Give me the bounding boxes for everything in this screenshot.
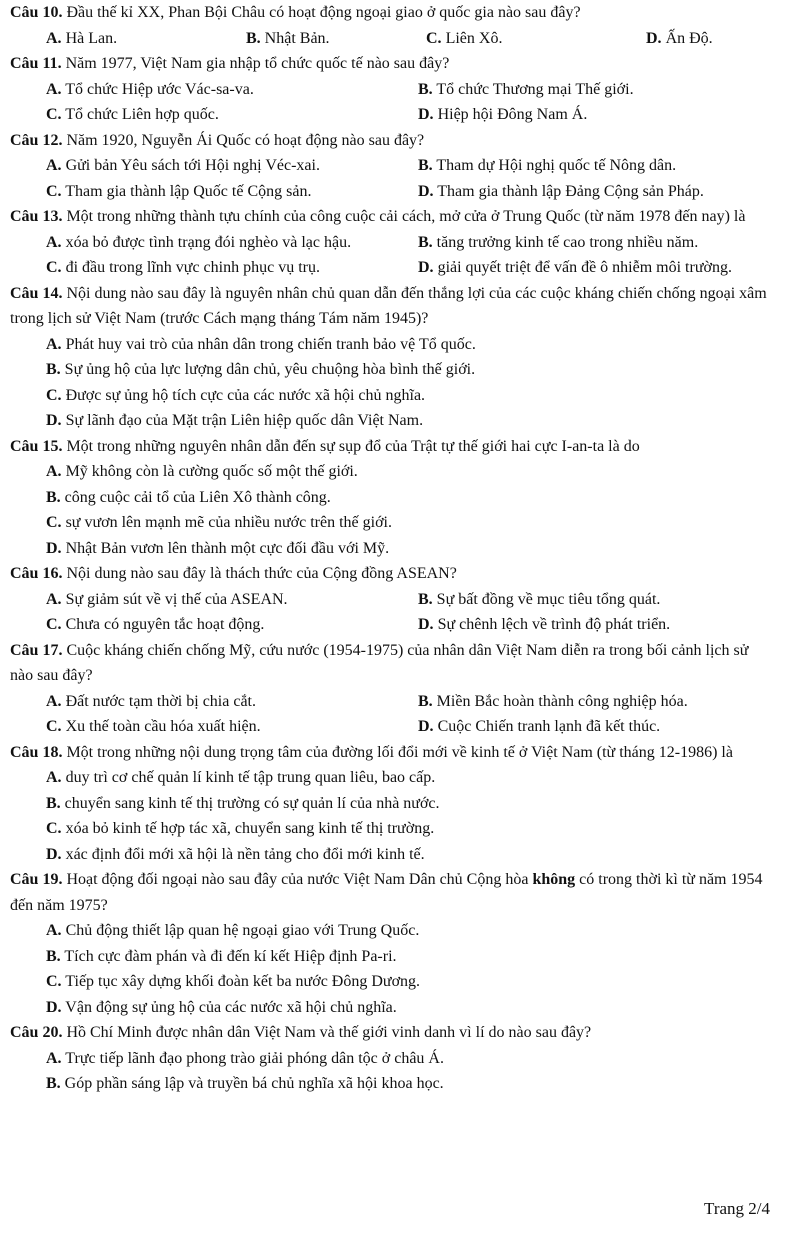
option-d: D. Nhật Bản vươn lên thành một cực đối đầu với Mỹ. [46, 539, 390, 557]
question-10 [0, 0, 786, 51]
option-c: C. Tiếp tục xây dựng khối đoàn kết ba nước Đông Dương. [46, 973, 421, 990]
question-16 [0, 561, 786, 638]
option-a: A. Chủ động thiết lập quan hệ ngoại giao với Trung Quốc. [46, 922, 420, 939]
option-b: B. Sự bất đồng về mục tiêu tổng quát. [418, 590, 661, 608]
option-d: D. Ấn Độ. [646, 29, 713, 47]
option-b: B. chuyển sang kinh tế thị trường có sự quản lí của nhà nước. [46, 794, 440, 812]
options [10, 587, 768, 638]
option-c: C. Liên Xô. [426, 29, 503, 47]
question-number: Câu 14. [10, 284, 63, 302]
option-d: D. Sự chênh lệch về trình độ phát triển. [418, 616, 671, 633]
option-b: B. Tích cực đàm phán và đi đến kí kết Hiệp định Pa-ri. [46, 947, 397, 965]
option-a: A. Tổ chức Hiệp ước Vác-sa-va. [46, 80, 254, 98]
option-b: B. tăng trưởng kinh tế cao trong nhiều năm. [418, 233, 699, 251]
option-d: D. Cuộc Chiến tranh lạnh đã kết thúc. [418, 718, 661, 735]
question-number: Câu 16. [10, 565, 63, 582]
question-number: Câu 19. [10, 871, 63, 888]
option-b: B. Tham dự Hội nghị quốc tế Nông dân. [418, 157, 677, 174]
option-b: B. Góp phần sáng lập và truyền bá chủ nghĩa xã hội khoa học. [46, 1075, 444, 1092]
question-number: Câu 15. [10, 437, 63, 455]
question-stem [10, 434, 768, 460]
question-text: Năm 1977, Việt Nam gia nhập tổ chức quốc tế nào sau đây? [65, 55, 450, 72]
option-a: A. Hà Lan. [46, 29, 118, 47]
option-d: D. Vận động sự ủng hộ của các nước xã hội chủ nghĩa. [46, 998, 397, 1016]
options [10, 77, 768, 128]
option-a: A. Trực tiếp lãnh đạo phong trào giải phóng dân tộc ở châu Á. [46, 1049, 444, 1067]
option-d: D. Tham gia thành lập Đảng Cộng sản Pháp. [418, 182, 704, 200]
question-17 [0, 638, 786, 740]
option-c: C. Tham gia thành lập Quốc tế Cộng sản. [46, 182, 312, 200]
option-a: A. Gửi bản Yêu sách tới Hội nghị Véc-xai. [46, 157, 320, 174]
option-c: C. sự vươn lên mạnh mẽ của nhiều nước trên thế giới. [46, 514, 392, 531]
question-stem [10, 867, 768, 918]
question-number: Câu 18. [10, 743, 63, 761]
question-text: Một trong những nguyên nhân dẫn đến sự sụp đổ của Trật tự thế giới hai cực I-an-ta là do [66, 437, 640, 455]
question-stem [10, 740, 768, 766]
option-a: A. duy trì cơ chế quản lí kinh tế tập trung quan liêu, bao cấp. [46, 769, 436, 786]
question-number: Câu 13. [10, 208, 63, 225]
option-c: C. xóa bỏ kinh tế hợp tác xã, chuyển sang kinh tế thị trường. [46, 820, 435, 837]
question-13 [0, 204, 786, 281]
option-c: C. Xu thế toàn cầu hóa xuất hiện. [46, 718, 261, 735]
option-a: A. Phát huy vai trò của nhân dân trong chiến tranh bảo vệ Tổ quốc. [46, 335, 476, 353]
question-text-cont: có trong thời kì từ năm 1954 đến năm 1975? [10, 871, 763, 914]
option-c: C. Tổ chức Liên hợp quốc. [46, 106, 219, 123]
question-number: Câu 20. [10, 1024, 63, 1041]
question-stem [10, 204, 768, 230]
question-text: Hồ Chí Minh được nhân dân Việt Nam và thế giới vinh danh vì lí do nào sau đây? [66, 1024, 592, 1041]
question-19 [0, 867, 786, 1020]
option-d: D. Hiệp hội Đông Nam Á. [418, 106, 588, 123]
option-a: A. xóa bỏ được tình trạng đói nghèo và lạc hậu. [46, 233, 352, 251]
option-c: C. Được sự ủng hộ tích cực của các nước xã hội chủ nghĩa. [46, 386, 426, 404]
question-text: Một trong những thành tựu chính của công cuộc cải cách, mở cửa ở Trung Quốc (từ năm 1978 đến nay) là [66, 208, 746, 225]
question-number: Câu 10. [10, 4, 63, 21]
question-stem [10, 1020, 768, 1046]
option-c: C. Chưa có nguyên tắc hoạt động. [46, 616, 265, 633]
options [10, 26, 768, 52]
question-stem [10, 281, 768, 332]
option-b: B. Sự ủng hộ của lực lượng dân chủ, yêu chuộng hòa bình thế giới. [46, 361, 476, 378]
page-number: Trang 2/4 [704, 1199, 770, 1218]
question-18 [0, 740, 786, 868]
question-stem [10, 0, 768, 26]
question-text: Đầu thế kỉ XX, Phan Bội Châu có hoạt động ngoại giao ở quốc gia nào sau đây? [66, 4, 581, 21]
option-b: B. công cuộc cải tổ của Liên Xô thành công. [46, 488, 331, 506]
option-d: D. giải quyết triệt để vấn đề ô nhiễm môi trường. [418, 259, 732, 276]
option-b: B. Nhật Bản. [246, 29, 330, 47]
option-b: B. Miền Bắc hoàn thành công nghiệp hóa. [418, 692, 688, 710]
question-12 [0, 128, 786, 205]
question-text: Một trong những nội dung trọng tâm của đường lối đổi mới về kinh tế ở Việt Nam (từ tháng 12-1986) là [66, 743, 733, 761]
emphasis-negation: không [532, 871, 576, 888]
option-a: A. Mỹ không còn là cường quốc số một thế giới. [46, 463, 358, 480]
option-a: A. Sự giảm sút về vị thế của ASEAN. [46, 590, 288, 608]
question-20 [0, 1020, 786, 1097]
question-number: Câu 11. [10, 55, 62, 72]
options [10, 689, 768, 740]
question-text: Hoạt động đối ngoại nào sau đây của nước Việt Nam Dân chủ Cộng hòa [66, 871, 533, 888]
question-number: Câu 17. [10, 641, 63, 659]
option-a: A. Đất nước tạm thời bị chia cắt. [46, 692, 256, 710]
question-15 [0, 434, 786, 562]
question-text: Nội dung nào sau đây là thách thức của Cộng đồng ASEAN? [66, 565, 457, 582]
option-d: D. Sự lãnh đạo của Mặt trận Liên hiệp quốc dân Việt Nam. [46, 412, 424, 429]
question-11 [0, 51, 786, 128]
options [10, 230, 768, 281]
options [10, 153, 768, 204]
question-text: Cuộc kháng chiến chống Mỹ, cứu nước (1954-1975) của nhân dân Việt Nam diễn ra trong bối cảnh lịch sử nào sau đây? [10, 641, 749, 684]
option-c: C. đi đầu trong lĩnh vực chinh phục vụ trụ. [46, 259, 320, 276]
question-number: Câu 12. [10, 131, 63, 149]
question-text: Năm 1920, Nguyễn Ái Quốc có hoạt động nào sau đây? [66, 131, 425, 149]
question-14 [0, 281, 786, 434]
option-b: B. Tổ chức Thương mại Thế giới. [418, 80, 634, 98]
option-d: D. xác định đổi mới xã hội là nền tảng cho đổi mới kinh tế. [46, 845, 425, 863]
question-stem [10, 128, 768, 154]
question-stem [10, 638, 768, 689]
question-text: Nội dung nào sau đây là nguyên nhân chủ quan dẫn đến thắng lợi của các cuộc kháng chiến chống ngoại xâm trong lịch sử Việt Nam (trước Cách mạng tháng Tám năm 1945)? [10, 284, 767, 327]
question-stem [10, 51, 768, 77]
question-stem [10, 561, 768, 587]
